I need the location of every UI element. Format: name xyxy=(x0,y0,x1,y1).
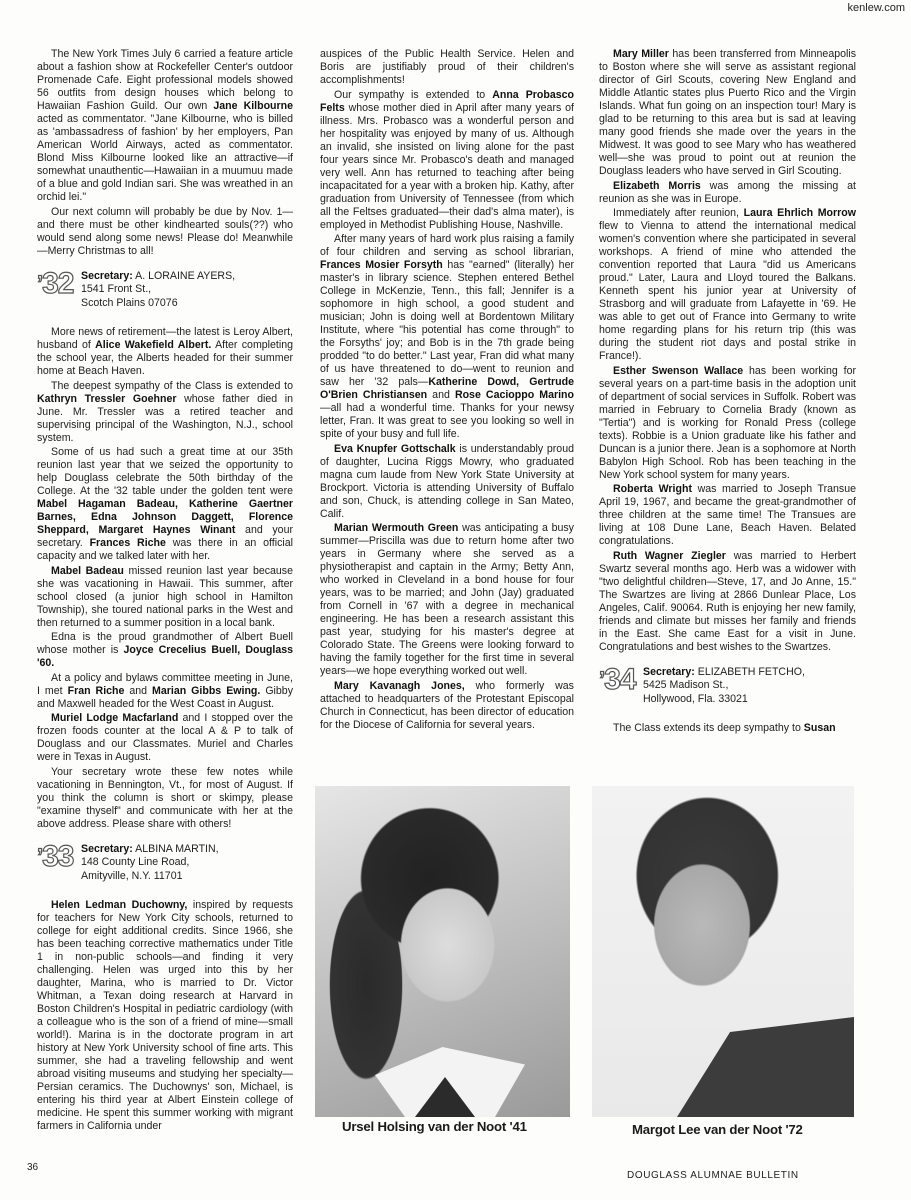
text: has "earned" (literally) her master's in library science. Stephen entered Bethel College in McKenzie, Tenn., this fall; Jennifer is a sophomore in high school, a good student and musician; John is doing well at Bordentown Military Institute, where "his potential has come through" to the Forsyths' joy; and Bob is in the 7th grade being prodded "to do better." Last year, Fran did what many of us have threatened to do—went to reunion and saw her '32 pals— xyxy=(320,259,574,388)
secretary-info xyxy=(77,843,219,884)
secretary-address-line: Amityville, N.Y. 11701 xyxy=(81,869,183,882)
text: and I stopped over the frozen foods counter at the local A & P to talk of Douglass and our Classmates. Muriel and Charles were in Texas in August. xyxy=(37,712,293,763)
person-name: Frances Mosier Forsyth xyxy=(320,259,443,271)
text: whose mother died in April after many years of illness. Mrs. Probasco was a wonderful person and her hospitality was enjoyed by many of us. Although an invalid, she insisted on living alone for the past four years since Mr. Probasco's death and managed very well. Ann has returned to teaching after being incapacitated for a year with a broken hip. Kathy, after graduation from University of Tennessee (from which all the Feltses graduated—their dad's alma mater), is employed in Methodist Publishing House, Nashville. xyxy=(320,101,574,231)
portrait-photo-1 xyxy=(315,786,570,1117)
paragraph: auspices of the Public Health Service. Helen and Boris are justifiably proud of their children's accomplishments! xyxy=(320,48,574,86)
text: has been transferred from Minneapolis to Boston where she will serve as assistant regional director of Girl Scouts, covering New England and Middle Atlantic states plus Puerto Rico and the Virgin Islands. What fun going on an inspection tour! Mary is glad to be returning to this area but is sad at leaving many good friends she made over the years in the Midwest. It was good to see Mary who has weathered well—she was proud to point out at reunion the Douglass leaders who have served in Girl Scouting. xyxy=(599,48,857,177)
paragraph xyxy=(599,207,856,363)
text: The deepest sympathy of the Class is extended to xyxy=(51,379,293,392)
person-name: Alice Wakefield Albert. xyxy=(95,339,212,351)
paragraph xyxy=(320,89,574,232)
secretary-address-line: 148 County Line Road, xyxy=(81,856,190,868)
text: is understandably proud of daughter, Lucina Riggs Mowry, who graduated magna cum laude from New York State University at Brockport. Victoria is attending University of Buffalo and son, Chuck, is attending college in San Mateo, Calif. xyxy=(320,442,574,520)
publication-footer: DOUGLASS ALUMNAE BULLETIN xyxy=(627,1170,799,1181)
class-32-header xyxy=(37,266,293,311)
person-name: Helen Ledman Duchowny, xyxy=(51,899,188,911)
secretary-address-line: 5425 Madison St., xyxy=(643,679,729,691)
person-name: Jane Kilbourne xyxy=(213,100,294,112)
secretary-address-line: Hollywood, Fla. 33021 xyxy=(643,692,748,705)
text: and xyxy=(124,684,153,697)
person-name: Katherine Dowd, Gertrude O'Brien Christiansen xyxy=(320,376,574,401)
watermark: kenlew.com xyxy=(847,2,905,14)
person-name: Rose Cacioppo Marino xyxy=(454,389,574,401)
secretary-name: ELIZABETH FETCHO, xyxy=(694,665,805,678)
secretary-info xyxy=(77,270,235,311)
paragraph xyxy=(37,712,293,764)
person-name: Fran Riche xyxy=(67,684,125,697)
secretary-address-line: 1541 Front St., xyxy=(81,283,152,295)
text: Some of us had such a great time at our 35th reunion last year that we seized the opportunity to help Douglass celebrate the 50th birthday of the College. At the '32 table under the golden tent were xyxy=(37,446,293,497)
class-year: 32 xyxy=(42,266,74,300)
paragraph xyxy=(37,326,293,378)
text: whose father died in June. Mr. Tressler was a retired teacher and supervising principal of the Washington, N.J., school system. xyxy=(37,392,293,444)
text: who formerly was attached to headquarters of the Protestant Episcopal Church in Connecticut, has been director of education for the Diocese of California for several years. xyxy=(320,679,574,731)
person-name: Esther Swenson Wallace xyxy=(613,364,744,377)
photo-caption: Ursel Holsing van der Noot '41 xyxy=(342,1119,527,1134)
secretary-address-line: Scotch Plains 07076 xyxy=(81,296,178,309)
text: acted as commentator. "Jane Kilbourne, who is billed as 'ambassadress of fashion' by her employers, Pan American World Airways, acted as commentator. Blond Miss Kilbourne looked like an attractive—if somewhat unauthentic—Hawaiian in a muumuu made of a blue and gold Indian sari. She was wreathed in an orchid lei." xyxy=(37,113,293,203)
paragraph xyxy=(599,722,856,735)
paragraph xyxy=(37,631,293,670)
paragraph xyxy=(37,672,293,711)
class-numeral: ’32 xyxy=(37,266,74,300)
person-name: Roberta Wright xyxy=(613,483,692,495)
text: After many years of hard work plus raising a family of four children and serving as school librarian, xyxy=(320,233,574,258)
person-name: Marian Wermouth Green xyxy=(334,522,459,534)
secretary-name: ALBINA MARTIN, xyxy=(132,842,219,855)
text: Immediately after reunion, xyxy=(613,207,744,219)
class-numeral: ’34 xyxy=(599,662,636,696)
text: —all had a wonderful time. Thanks for your newsy letter, Fran. It was great to see you looking so well in spite of your busy and full life. xyxy=(320,402,574,440)
column-1 xyxy=(37,48,293,1135)
person-name: Ruth Wagner Ziegler xyxy=(613,549,726,562)
person-name: Mary Kavanagh Jones, xyxy=(334,679,465,692)
person-name: Eva Knupfer Gottschalk xyxy=(334,442,456,455)
person-name: Mabel Hagaman Badeau, Katherine Gaertner Barnes, Edna Johnson Daggett, Florence Sheppard, Margaret Haynes Winant xyxy=(37,498,293,536)
paragraph xyxy=(37,899,293,1133)
text: was married to Herbert Swartz several months ago. Herb was a widower with "two delightful children—Steve, 17, and Jo Anne, 15." The Swartzes are living at 2866 Dunlear Place, Los Angeles, Calif. 90064. Ruth is enjoying her new family, friends and climate but misses her family and friends in the East. She came East for a visit in June. Congratulations and best wishes to the Swartzes. xyxy=(599,549,856,653)
person-name: Frances Riche xyxy=(89,537,166,549)
paragraph xyxy=(37,565,293,630)
class-numeral: ’33 xyxy=(37,839,74,873)
page-number: 36 xyxy=(27,1162,39,1173)
paragraph xyxy=(599,365,856,482)
person-name: Muriel Lodge Macfarland xyxy=(51,712,179,724)
text: and your secretary. xyxy=(37,524,293,549)
text: has been working for several years on a part-time basis in the adoption unit of department of social services in Suffolk. Robert was married in February to Cornelia Brady (known as "Tertia") and is working for Ronald Press (college texts). Robbie is a Union graduate like his father and Duncan is a junior there. Jean is a sophomore at North Babylon High School. Rob has been teaching in the New York school system for many years. xyxy=(599,364,856,481)
paragraph: Our next column will probably be due by Nov. 1—and there must be other kindhearted souls(??) who would send along some news! Please do! Meanwhile—Merry Christmas to all! xyxy=(37,205,293,257)
paragraph xyxy=(599,48,856,178)
person-name: Elizabeth Morris xyxy=(613,179,701,192)
secretary-label: Secretary: xyxy=(81,269,133,282)
text: More news of retirement—the latest is Leroy Albert, husband of xyxy=(37,326,293,351)
photo-shirt xyxy=(677,1017,854,1117)
paragraph xyxy=(599,180,856,206)
photo-caption: Margot Lee van der Noot '72 xyxy=(632,1122,803,1137)
column-2 xyxy=(320,48,574,733)
paragraph xyxy=(37,48,293,204)
text: and xyxy=(427,389,455,401)
text: After completing the school year, the Alberts headed for their summer home at Beach Haven. xyxy=(37,339,293,377)
class-34-header xyxy=(599,662,856,707)
portrait-photo-2 xyxy=(592,786,854,1117)
person-name: Laura Ehrlich Morrow xyxy=(743,207,856,219)
text: flew to Vienna to attend the international medical women's convention where she participated in several workshops. A friend of mine who attended the convention reported that Laura "did us Americans proud." Later, Laura and Lloyd toured the Balkans. Kenneth spent his junior year at University of Strasborg and will graduate from Lafayette in '69. He was able to get out of France into Germany to write home regarding plans for his return trip (this was during the student riot days and postal strike in France!). xyxy=(599,220,856,362)
text: The New York Times July 6 carried a feature article about a fashion show at Rockefeller Center's outdoor Promenade Cafe. Eight professional models showed 56 outfits from design houses which belong to Hawaiian Fashion Guild. Our own xyxy=(37,48,293,112)
paragraph xyxy=(37,380,293,445)
paragraph xyxy=(37,446,293,563)
text: At a policy and bylaws committee meeting in June, I met xyxy=(37,671,293,697)
text: was married to Joseph Transue April 19, 1967, and became the great-grandmother of three children at the same time! The Transues are living at 108 Dune Lane, Beach Haven. Belated congratulations. xyxy=(599,483,856,547)
paragraph xyxy=(320,680,574,732)
text: Edna is the proud grandmother of Albert Buell whose mother is xyxy=(37,631,293,656)
secretary-info xyxy=(639,666,805,707)
person-name: Susan xyxy=(803,722,836,734)
class-year: 34 xyxy=(604,662,636,696)
paragraph xyxy=(320,233,574,441)
person-name: Mary Miller xyxy=(613,48,669,60)
text: Gibby and Maxwell headed for the West Coast in August. xyxy=(37,684,293,710)
column-3 xyxy=(599,48,856,737)
text: The Class extends its deep sympathy to xyxy=(613,722,804,734)
person-name: Anna Probasco Felts xyxy=(320,88,574,114)
paragraph xyxy=(320,443,574,521)
text: was anticipating a busy summer—Priscilla was due to return home after two years in Germany where she served as a physiotherapist and captain in the Army; Betty Ann, who worked in Cleveland in a bond house for four years, was to be married; and John (Jay) graduated from Cornell in '67 with a degree in mechanical engineering. He has been a research assistant this past year, studying for his master's degree at Colorado State. The Greens were looking forward to having the family together for the first time in several years—we hope everything worked out well. xyxy=(320,522,574,677)
person-name: Joyce Crecelius Buell, Douglass '60. xyxy=(37,644,294,669)
text: missed reunion last year because she was vacationing in Hawaii. This summer, after school closed (a junior high school in Hamilton Township), she toured national parks in the West and then returned to a summer position in a local bank. xyxy=(37,564,293,629)
person-name: Kathryn Tressler Goehner xyxy=(37,392,177,405)
text: was among the missing at reunion as she was in Europe. xyxy=(599,179,856,205)
paragraph xyxy=(320,522,574,678)
paragraph xyxy=(599,483,856,548)
class-33-header xyxy=(37,839,293,884)
secretary-label: Secretary: xyxy=(81,842,133,855)
person-name: Marian Gibbs Ewing. xyxy=(152,684,261,697)
text: was there in an official capacity and we talked later with her. xyxy=(37,537,293,562)
paragraph: Your secretary wrote these few notes while vacationing in Bennington, Vt., for most of August. If you think the column is short or skimpy, please "examine thyself" and communicate with her at the above address. Please share with others! xyxy=(37,765,293,830)
text: inspired by requests for teachers for New York City schools, returned to college for eight additional credits. Since 1966, she has been teaching corrective mathematics under Title 1 in non-public schools—and finding it very challenging. Helen was urged into this by her daughter, Marina, who is married to Dr. Victor Whitman, a Texan doing research at Harvard in Boston Children's Hospital in pediatric cardiology (with a colleague who is the son of a friend of mine—small world!). Marina is in the doctorate program in art history at New York University school of fine arts. This summer, she had a traveling fellowship and went abroad visiting museums and studying her specialty—Persian ceramics. The Duchownys' son, Michael, is entering his third year at Albert Einstein college of medicine. He spent this summer working with migrant farmers in California under xyxy=(37,899,293,1132)
text: Our sympathy is extended to xyxy=(334,88,493,101)
class-year: 33 xyxy=(42,839,74,873)
secretary-name: A. LORAINE AYERS, xyxy=(132,269,236,282)
paragraph xyxy=(599,550,856,654)
secretary-label: Secretary: xyxy=(643,665,695,678)
person-name: Mabel Badeau xyxy=(51,564,124,577)
